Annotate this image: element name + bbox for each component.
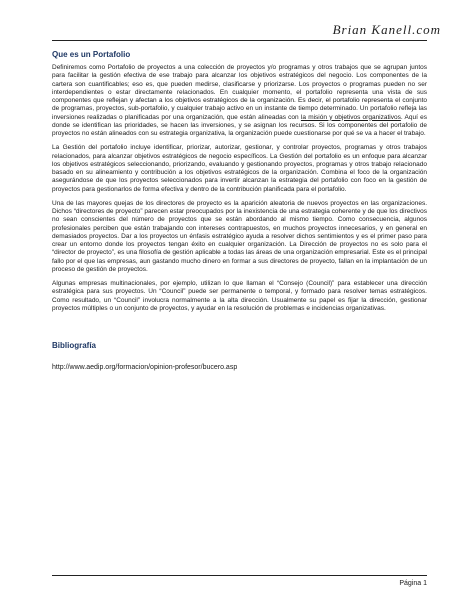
paragraph-1-text-start: Definiremos como Portafolio de proyectos a una colección de proyectos y/o programas y otros trabajos que se agrupan juntos para facilitar la gestión efectiva de ese trabajo para alcanzar los objetivos estratégicos del negocio. Los componentes de la cartera son cuantificables; eso es, que pueden medirse, clasificarse y priorizarse. Los proyectos o programas pueden no ser interdependientes o estar directamente relacionados. En cualquier momento, el portafolio representa una vista de sus componentes que reflejan y afectan a los objetivos estratégicos de la organización. Es decir, el portafolio representa el conjunto de programas, proyectos, sub-portafolio, y cualquier trabajo activo en un instante de tiempo determinado. Un portafolio refleja las inversiones realizadas o planificadas por una organización, que están alineadas con: [52, 64, 427, 121]
page-number: Página 1: [399, 580, 427, 587]
footer-divider: [52, 575, 427, 576]
bibliography-title: Bibliografía: [52, 341, 97, 350]
header-divider: [52, 40, 427, 41]
paragraph-1: [52, 64, 427, 138]
bibliography-link[interactable]: http://www.aedip.org/formacion/opinion-profesor/bucero.asp: [52, 364, 238, 371]
paragraph-1-text-end: . Aquí es donde se identifican las prioridades, se hacen las inversiones, y se asignan los recursos. Si los componentes del portafolio de proyectos no están alineados con su estrategia organizativa, la organización puede cuestionarse por qué se va a hacer el trabajo.: [52, 113, 427, 137]
paragraph-3: Una de las mayores quejas de los directores de proyecto es la aparición aleatoria de nuevos proyectos en las organizaciones. Dichos “directores de proyecto” parecen estar preocupados por la inexistencia de una estrategia coherente y de que los directivos no sean conscientes del número de proyectos que se están abordando al mismo tiempo. Como consecuencia, algunos profesionales perciben que están trabajando con intereses contrapuestos, en muchos proyectos innecesarios, y en general en demasiados proyectos. Dar a los proyectos un énfasis estratégico ayuda a resolver dichos sentimientos y es el primer paso para crear un entorno donde los proyectos tengan éxito en cualquier organización. La Dirección de proyectos no es solo para el “director de proyecto”, es una filosofía de gestión aplicable a todas las áreas de una organización empresarial. Este es el principal fallo por el que las empresas, aun gastando mucho dinero en formar a sus directores de proyecto, fallan en la implantación de un proceso de gestión de proyectos.: [52, 199, 427, 273]
header-brand: Brian Kanell.com: [332, 22, 441, 37]
paragraph-2: La Gestión del portafolio incluye identificar, priorizar, autorizar, gestionar, y controlar proyectos, programas y otros trabajos relacionados, para alcanzar objetivos estratégicos de negocio específicos. La Gestión del portafolio es un enfoque para alcanzar los objetivos estratégicos seleccionando, priorizando, evaluando y gestionando proyectos, programas y otros trabajo relacionado basado en su alineamiento y contribución a los objetivos estratégicos de la organización. Combina el foco de la organización asegurándose de que los proyectos seleccionados para invertir alcanzan la estrategia del portafolio con foco en la gestión de proyectos para gestionarlos de forma efectiva y dentro de la contribución planificada para el portafolio.: [52, 144, 427, 193]
mission-objectives-link[interactable]: la misión y objetivos organizativos: [300, 113, 401, 121]
document-body: [52, 50, 427, 372]
section-title: Que es un Portafolio: [52, 50, 131, 59]
paragraph-4: Algunas empresas multinacionales, por ejemplo, utilizan lo que llaman el “Consejo (Council)” para establecer una dirección estratégica para sus proyectos. Un “Council” puede ser permanente o temporal, y formado para resolver temas estratégicos. Como resultado, un “Council” involucra normalmente a la alta dirección. Usualmente su papel es fijar la dirección, gestionar proyectos múltiples o un conjunto de proyectos, y ayudar en la resolución de problemas e incidencias organizativas.: [52, 280, 427, 312]
